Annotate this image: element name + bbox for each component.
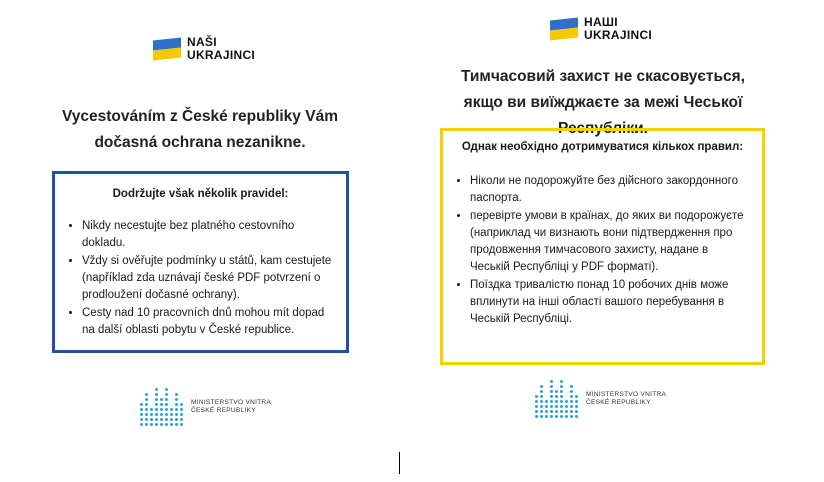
logo-line1: НАШІ bbox=[584, 15, 618, 29]
list-item: • Nikdy necestujte bez platného cestovního dokladu. bbox=[82, 218, 334, 252]
ministry-line2: ČESKÉ REPUBLIKY bbox=[586, 399, 651, 406]
list-item: • перевірте умови в країнах, до яких ви подорожуєте (наприклад чи визнають вони підтвердження про продовження тимчасового захисту, надане в Чеській Республіці у PDF форматі). bbox=[470, 208, 750, 276]
right-ministry-logo bbox=[535, 380, 666, 418]
logo-line2: UKRAJINCI bbox=[584, 28, 653, 42]
list-item: • Поїздка тривалістю понад 10 робочих днів може вплинути на інші області вашого перебування в Чеській Республіці. bbox=[470, 277, 750, 328]
left-logo bbox=[153, 36, 255, 62]
right-rules-box bbox=[440, 128, 765, 365]
right-rules-list bbox=[455, 173, 750, 328]
right-logo bbox=[550, 16, 652, 42]
text-cursor bbox=[399, 452, 400, 474]
left-box-heading: Dodržujte však několik pravidel: bbox=[112, 188, 289, 200]
left-ministry-logo bbox=[140, 388, 271, 426]
logo-line2: UKRAJINCI bbox=[187, 48, 256, 62]
left-title: Vycestováním z České republiky Vám dočasná ochrana nezanikne. bbox=[62, 108, 338, 151]
list-item: • Cesty nad 10 pracovních dnů mohou mít dopad na další oblasti pobytu v České republice. bbox=[82, 305, 334, 339]
left-rules-box bbox=[52, 171, 349, 353]
ministry-line2: ČESKÉ REPUBLIKY bbox=[191, 407, 256, 414]
list-item: • Ніколи не подорожуйте без дійсного закордонного паспорта. bbox=[470, 173, 750, 207]
logo-line1: NAŠI bbox=[187, 35, 217, 49]
ministry-emblem-icon bbox=[535, 380, 578, 418]
left-rules-list bbox=[67, 218, 334, 339]
right-box-heading: Однак необхідно дотримуватися кількох правил: bbox=[461, 141, 744, 153]
ukraine-flag-icon bbox=[550, 19, 578, 39]
ukraine-flag-icon bbox=[153, 39, 181, 59]
ministry-line1: MINISTERSTVO VNITRA bbox=[191, 399, 272, 406]
list-item: • Vždy si ověřujte podmínky u států, kam cestujete (například zda uznávají české PDF potvrzení o prodloužení dočasné ochrany). bbox=[82, 253, 334, 304]
ministry-emblem-icon bbox=[140, 388, 183, 426]
right-title: Тимчасовий захист не скасовується, якщо ви виїжджаєте за межі Чеської Республіки. bbox=[460, 68, 746, 137]
ministry-line1: MINISTERSTVO VNITRA bbox=[586, 391, 667, 398]
